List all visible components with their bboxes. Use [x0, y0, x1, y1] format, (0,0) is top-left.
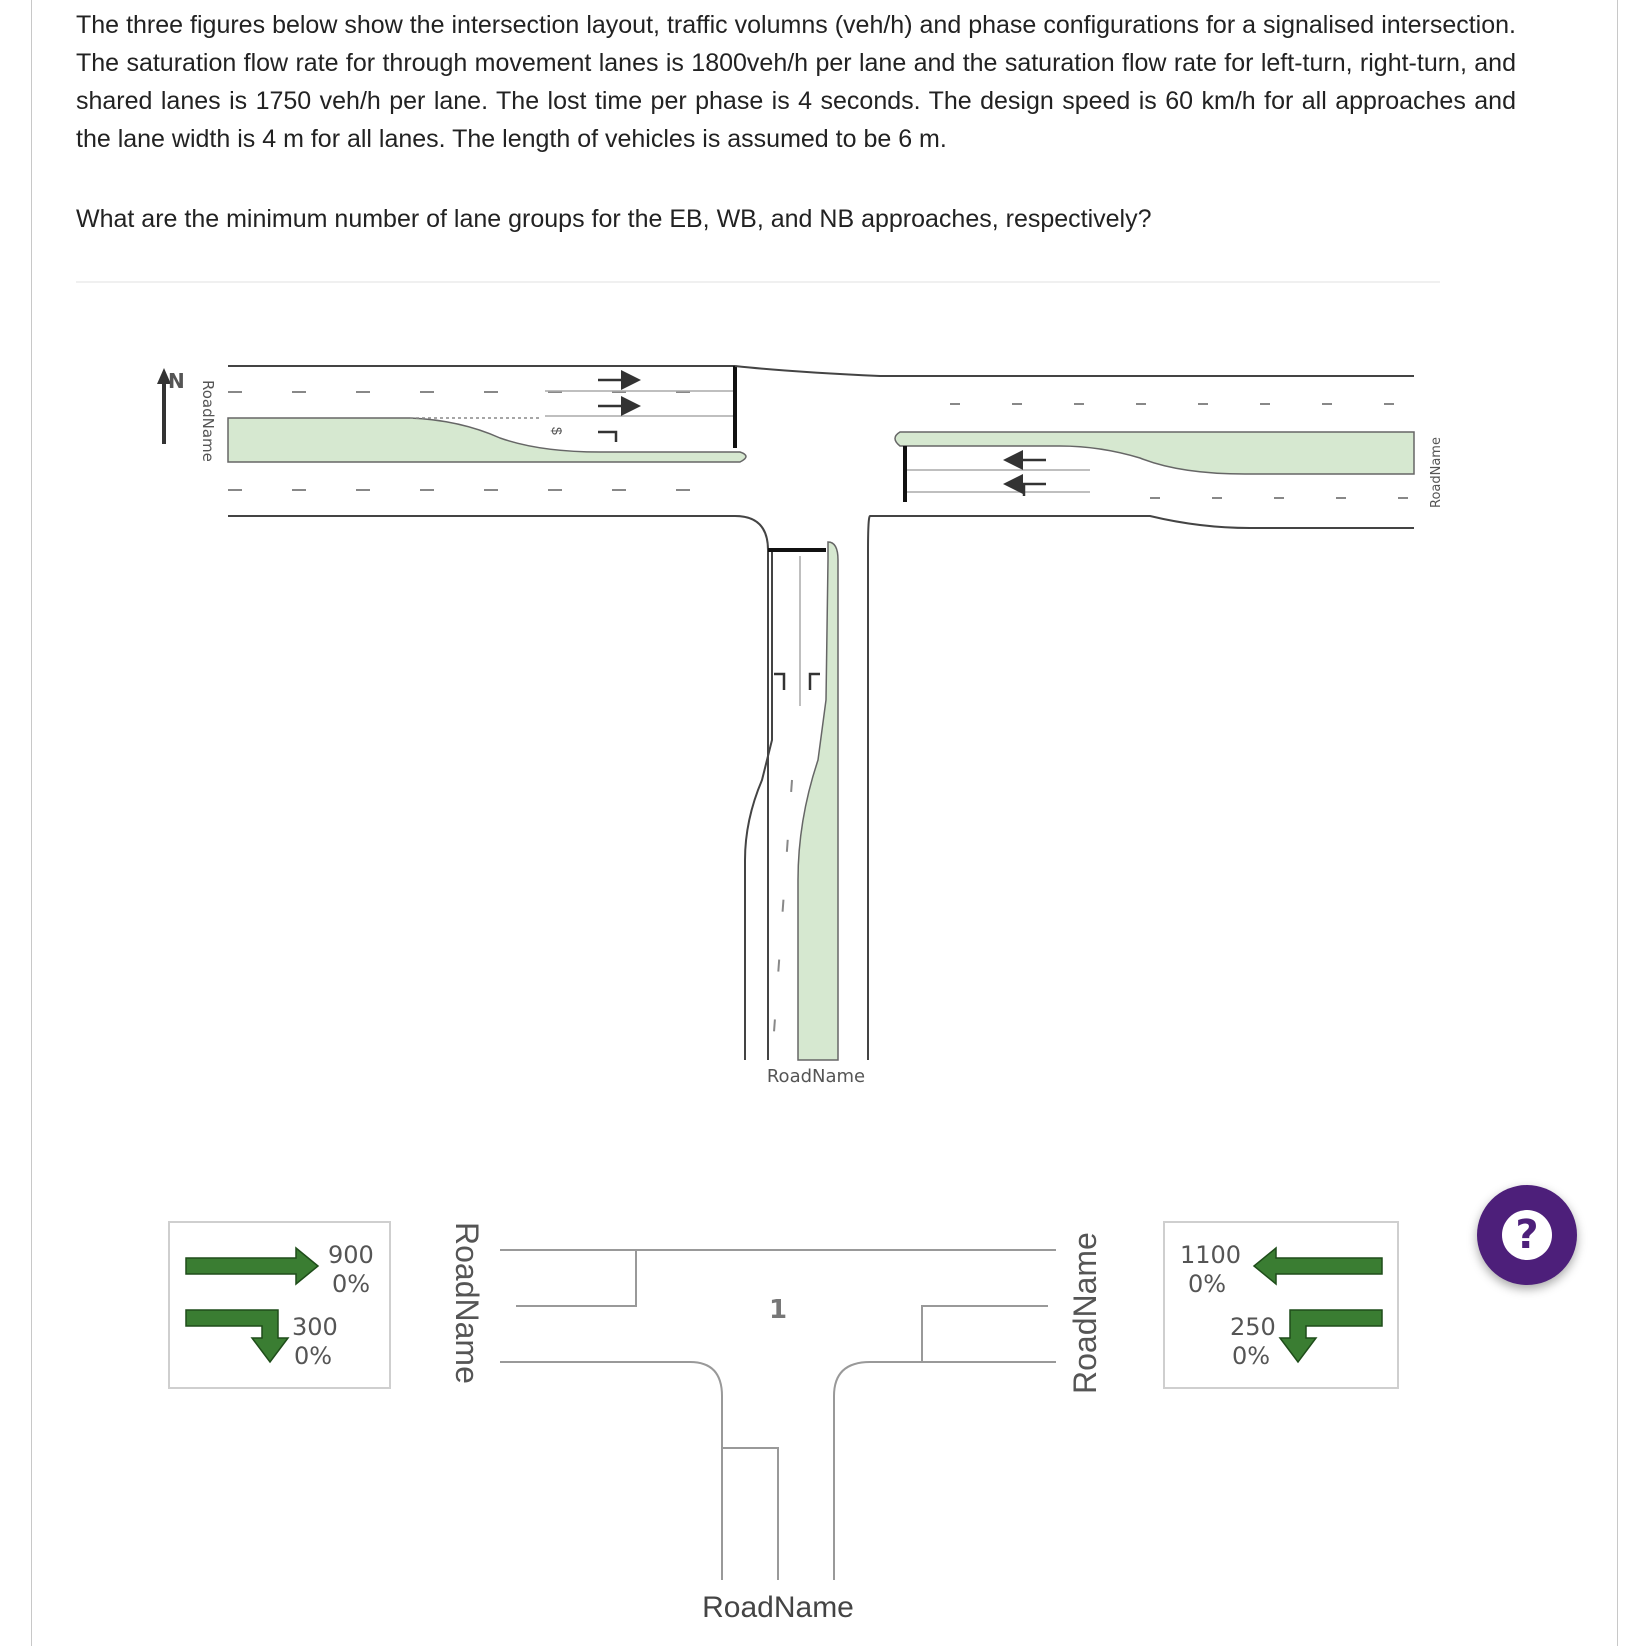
- question-text: The three figures below show the intersection layout, traffic volumns (veh/h) and phase configurations for a signalised intersection. The saturation flow rate for through movement lanes is 1800veh/h per lane and the saturation flow rate for left-turn, right-turn, and shared lanes is 1750 veh/h per lane. The lost time per phase is 4 seconds. The design speed is 60 km/h for all approaches and the lane width is 4 m for all lanes. The length of vehicles is assumed to be 6 m.: [76, 11, 1516, 153]
- vol-west-road-label: RoadName: [449, 1222, 485, 1384]
- vol-east-road-label: RoadName: [1067, 1232, 1103, 1394]
- north-label: N: [168, 369, 185, 393]
- wb-through-heavy: 0%: [1188, 1270, 1227, 1298]
- south-median: [798, 542, 838, 1060]
- question-prompt: What are the minimum number of lane groups for the EB, WB, and NB approaches, respectively?: [76, 205, 1152, 233]
- eb-through-heavy: 0%: [332, 1270, 371, 1298]
- south-road-label: RoadName: [766, 1066, 866, 1087]
- eb-volume-box: [169, 1222, 390, 1388]
- wb-left-arrow-icon: [1008, 484, 1046, 496]
- west-median: [228, 418, 746, 462]
- layout-figure: [157, 366, 1444, 1087]
- nb-left-right-arrow-icon: [774, 674, 820, 690]
- eb-right-volume: 300: [292, 1313, 338, 1341]
- node-number: 1: [768, 1295, 788, 1325]
- question-mark-icon: ?: [1502, 1210, 1552, 1260]
- volume-figure: [169, 1222, 1398, 1624]
- wb-volume-box: [1164, 1222, 1398, 1388]
- help-button[interactable]: [1477, 1185, 1577, 1285]
- east-road-label: RoadName: [1429, 437, 1444, 508]
- west-road-label: RoadName: [199, 380, 217, 462]
- eb-through-volume: 900: [328, 1241, 374, 1269]
- eb-right-heavy: 0%: [294, 1342, 333, 1370]
- vol-south-road-label: RoadName: [702, 1591, 854, 1624]
- wb-left-heavy: 0%: [1232, 1342, 1271, 1370]
- wb-through-volume: 1100: [1180, 1241, 1242, 1269]
- svg-text:$: $: [549, 427, 565, 435]
- wb-left-volume: 250: [1230, 1313, 1276, 1341]
- east-median: [895, 432, 1414, 474]
- eb-right-arrow-icon: [549, 427, 616, 442]
